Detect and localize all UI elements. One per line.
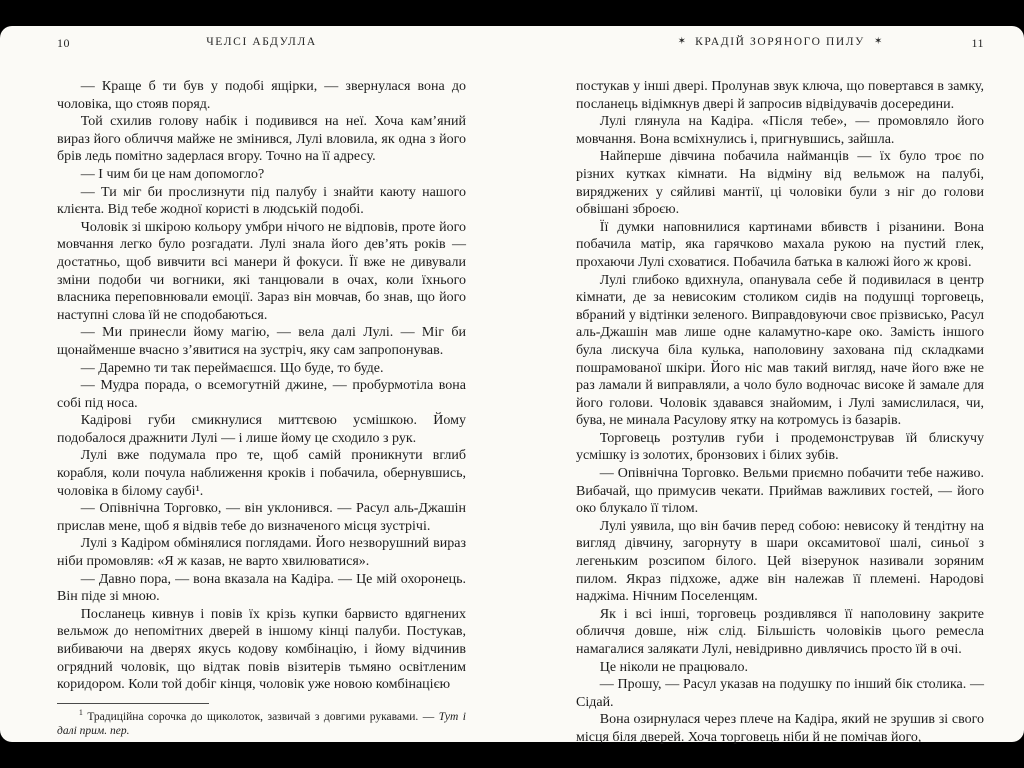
- paragraph: — Ти міг би прослизнути під палубу і знайти каюту нашого клієнта. Від тебе жодної користі в людській подобі.: [57, 184, 466, 218]
- paragraph: Це ніколи не працювало.: [599, 659, 748, 675]
- paragraph: — Опівнічна Торговко, — він уклонився. — Расул аль-Джашін прислав мене, щоб я відвів тебе до визначеного місця зустрічі.: [57, 501, 466, 534]
- running-header-right: [576, 36, 984, 52]
- paragraph: — Прошу, — Расул указав на подушку по інший бік столика. — Сідай.: [576, 677, 984, 710]
- page-number-left: 10: [57, 36, 70, 50]
- paragraph: Лулі глянула на Кадіра. «Після тебе», — промовляло його мовчання. Вона всміхнулись і, пригнувшись, зайшла.: [576, 114, 984, 147]
- paragraph: — Краще б ти був у подобі ящірки, — звернулася вона до чоловіка, що стояв поряд.: [57, 79, 466, 112]
- paragraph: — Давно пора, — вона вказала на Кадіра. — Це мій охоронець. Він піде зі мною.: [57, 571, 466, 605]
- paragraph: Вона озирнулася через плече на Кадіра, який не зрушив зі свого місця біля дверей. Хоча торговець ніби й не помічав його,: [576, 712, 984, 745]
- running-title-right: [576, 36, 984, 48]
- star-ornament-left-icon: ✶: [677, 36, 687, 47]
- paragraph: Чоловік зі шкірою кольору умбри нічого не відповів, проте його мовчання легко було розгадати. Лулі знала його дев’ять років — достатньо, щоб вивчити всі манери й фокуси. Її вже не дивували зміни подоби чи вогники, які танцювали в очах, коли їхнього власника переповнювали емоції. Зараз він мовчав, бо знав, що його наступні слова їй не сподобаються.: [57, 219, 466, 323]
- footnote-text: Традиційна сорочка до щиколоток, зазвичай з довгими рукавами. —: [82, 710, 439, 723]
- star-ornament-right-icon: ✶: [873, 36, 883, 47]
- body-text-left: [57, 78, 466, 694]
- paragraph: Той схилив голову набік і подивився на неї. Хоча кам’яний вираз його обличчя майже не змінився, Лулі вловила, як одна з його брів ледь помітно задерлася вгору. Точно на її адресу.: [57, 114, 466, 165]
- footnote-area: [57, 703, 466, 739]
- footnote-marker: 1: [78, 707, 83, 717]
- paragraph: Посланець кивнув і повів їх крізь купки барвисто вдягнених вельмож до непомітних дверей в іншому кінці палуби. Постукав, вибиваючи на дверях якусь кодову комбінацію, і йому відчинив огрядний чоловік, що відтак повів візитерів тьмяно освітленим коридором. Коли той добіг кінця, чоловік уже новою комбінацією: [57, 606, 466, 693]
- paragraph: Лулі з Кадіром обмінялися поглядами. Його незворушний вираз ніби промовляв: «Я ж казав, не варто хвилюватися».: [57, 536, 466, 570]
- footnote-italic-text: Тут і далі прим. пер.: [57, 710, 466, 738]
- paragraph: — Мудра порада, о всемогутній джине, — пробурмотіла вона собі під носа.: [57, 378, 466, 411]
- paragraph: Її думки наповнилися картинами вбивств і різанини. Вона побачила матір, яка гарячково махала рукою на пустий глек, прохаючи Лулі сховатися. Побачила батька в калюжі його ж крові.: [576, 219, 984, 270]
- paragraph: Лулі глибоко вдихнула, опанувала себе й подивилася в центр кімнати, де за невисоким столиком сидів на подушці торговець, вбраний у відтінки зеленого. Виправдовуючи своє прізвисько, Расул аль-Джашін мав лише одне каламутно-каре око. Замість іншого була лискуча біла кулька, наполовину захована під складками пошрамованої шкіри. Його ніс мав такий вигляд, наче його вже не раз ламали й виправляли, а чоло було водночас високе й замале для його голови. Чоловік здавався знайомим, і Лулі замислилася, чи, бува, не минала Расулову ятку на котромусь із базарів.: [576, 272, 984, 429]
- paragraph: постукав у інші двері. Пролунав звук ключа, що повертався в замку, посланець відімкнув двері й запросив відвідувачів досередини.: [576, 79, 984, 112]
- paragraph: Як і всі інші, торговець роздивлявся її наполовину закрите обличчя довше, ніж слід. Більшість чоловіків цього ремесла намагалися залякати Лулі, невідривно дивлячись просто їй в очі.: [576, 606, 984, 657]
- running-title-left: ЧЕЛСІ АБДУЛЛА: [206, 36, 317, 48]
- paragraph: Лулі вже подумала про те, щоб самій проникнути вглиб корабля, коли почула наближення кроків і побачила, обернувшись, чоловіка в білому саубі¹.: [57, 448, 466, 499]
- paragraph: Лулі уявила, що він бачив перед собою: невисоку й тендітну на вигляд дівчину, загорнуту в шари оксамитової шалі, синьої з легеньким розсипом білого. Цей візерунок називали зоряним пилом. Якраз підхоже, адже він належав її племені. Народові наджіма. Нічним Поселенцям.: [576, 518, 984, 605]
- page-number-right: 11: [971, 36, 984, 50]
- paragraph: Торговець розтулив губи і продемонстрував їй блискучу усмішку із золотих, бронзових і білих зубів.: [576, 430, 984, 464]
- book-spread: [0, 26, 1024, 745]
- page-right: [512, 26, 1024, 745]
- running-title-text: КРАДІЙ ЗОРЯНОГО ПИЛУ: [695, 36, 865, 48]
- paragraph: Кадірові губи смикнулися миттєвою усмішкою. Йому подобалося дражнити Лулі — і лише йому це сходило з рук.: [57, 413, 466, 446]
- running-header-left: [57, 36, 466, 52]
- footnote-separator: [57, 703, 209, 704]
- footnote: [57, 707, 466, 739]
- paragraph: Найперше дівчина побачила найманців — їх було троє по різних кутках кімнати. На відміну від вельмож на палубі, виряджених у сяйливі мантії, ці чоловіки були з ніг до голови обвішані зброєю.: [576, 149, 984, 218]
- paragraph: — Даремно ти так переймаєшся. Що буде, то буде.: [80, 360, 384, 376]
- paragraph: — Ми принесли йому магію, — вела далі Лулі. — Міг би щонайменше вчасно з’явитися на зустріч, яку сам запропонував.: [57, 325, 466, 358]
- page-left: [0, 26, 512, 742]
- paragraph: — Опівнічна Торговко. Вельми приємно побачити тебе наживо. Вибачай, що примусив чекати. Приймав важливих гостей, — його око блукало її тілом.: [576, 466, 984, 517]
- paragraph: — І чим би це нам допомогло?: [80, 166, 265, 182]
- body-text-right: [576, 78, 984, 747]
